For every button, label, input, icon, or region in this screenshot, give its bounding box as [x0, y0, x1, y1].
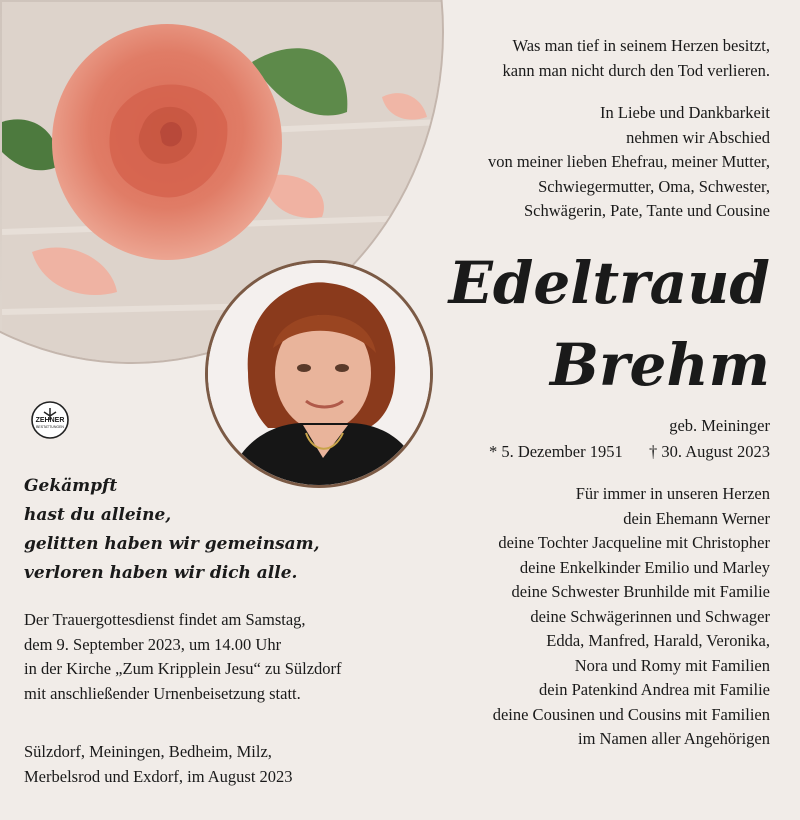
- intro-text: [488, 101, 770, 224]
- death-date: † 30. August 2023: [648, 442, 770, 461]
- intro-line: Schwiegermutter, Oma, Schwester,: [538, 176, 770, 196]
- quote-line: Was man tief in seinem Herzen besitzt,: [512, 36, 770, 55]
- poem-line: Gekämpft: [24, 476, 118, 496]
- intro-line: von meiner lieben Ehefrau, meiner Mutter,: [487, 152, 770, 171]
- logo-subtitle: BESTATTUNGEN: [36, 425, 64, 429]
- mourner-line: Für immer in unseren Herzen: [575, 484, 770, 503]
- intro-line: nehmen wir Abschied: [626, 127, 770, 147]
- service-info: [24, 608, 342, 706]
- logo-name: ZEHNER: [35, 417, 65, 424]
- poem: [24, 472, 320, 588]
- poem-line: hast du alleine,: [24, 505, 172, 525]
- mourner-line: deine Schwester Brunhilde mit Familie: [511, 582, 770, 601]
- service-line: in der Kirche „Zum Kripplein Jesu“ zu Sülzdorf: [24, 659, 342, 678]
- quote: [503, 34, 771, 83]
- mourner-line: dein Ehemann Werner: [623, 508, 770, 528]
- service-line: Der Trauergottesdienst findet am Samstag,: [24, 610, 306, 629]
- quote-line: kann man nicht durch den Tod verlieren.: [502, 60, 770, 80]
- places-and-date: [24, 740, 293, 789]
- dates: [489, 440, 770, 465]
- mourner-line: deine Tochter Jacqueline mit Christopher: [498, 533, 770, 552]
- intro-line: In Liebe und Dankbarkeit: [600, 103, 770, 122]
- places-line: Sülzdorf, Meiningen, Bedheim, Milz,: [24, 742, 272, 761]
- first-name: Edeltraud: [448, 249, 770, 317]
- portrait-photo: [205, 260, 433, 488]
- service-line: dem 9. September 2023, um 14.00 Uhr: [24, 634, 282, 654]
- poem-line: gelitten haben wir gemeinsam,: [24, 534, 320, 554]
- mourner-line: Nora und Romy mit Familien: [574, 655, 770, 675]
- mourner-line: Edda, Manfred, Harald, Veronika,: [546, 631, 770, 650]
- mourner-line: dein Patenkind Andrea mit Familie: [539, 680, 770, 699]
- poem-line: verloren haben wir dich alle.: [24, 563, 298, 583]
- service-line: mit anschließender Urnenbeisetzung statt.: [24, 683, 301, 703]
- birth-date: * 5. Dezember 1951: [488, 442, 623, 461]
- mourner-line: deine Schwägerinnen und Schwager: [530, 606, 770, 626]
- last-name: Brehm: [549, 331, 770, 399]
- mourners-list: [493, 482, 770, 752]
- mourner-line: deine Enkelkinder Emilio und Marley: [519, 557, 770, 577]
- mourner-line: im Namen aller Angehörigen: [578, 729, 770, 748]
- funeral-home-logo: [28, 400, 72, 445]
- places-line: Merbelsrod und Exdorf, im August 2023: [24, 766, 293, 786]
- intro-line: Schwägerin, Pate, Tante und Cousine: [524, 201, 770, 220]
- mourner-line: deine Cousinen und Cousins mit Familien: [492, 704, 770, 724]
- maiden-name: geb. Meininger: [669, 416, 770, 435]
